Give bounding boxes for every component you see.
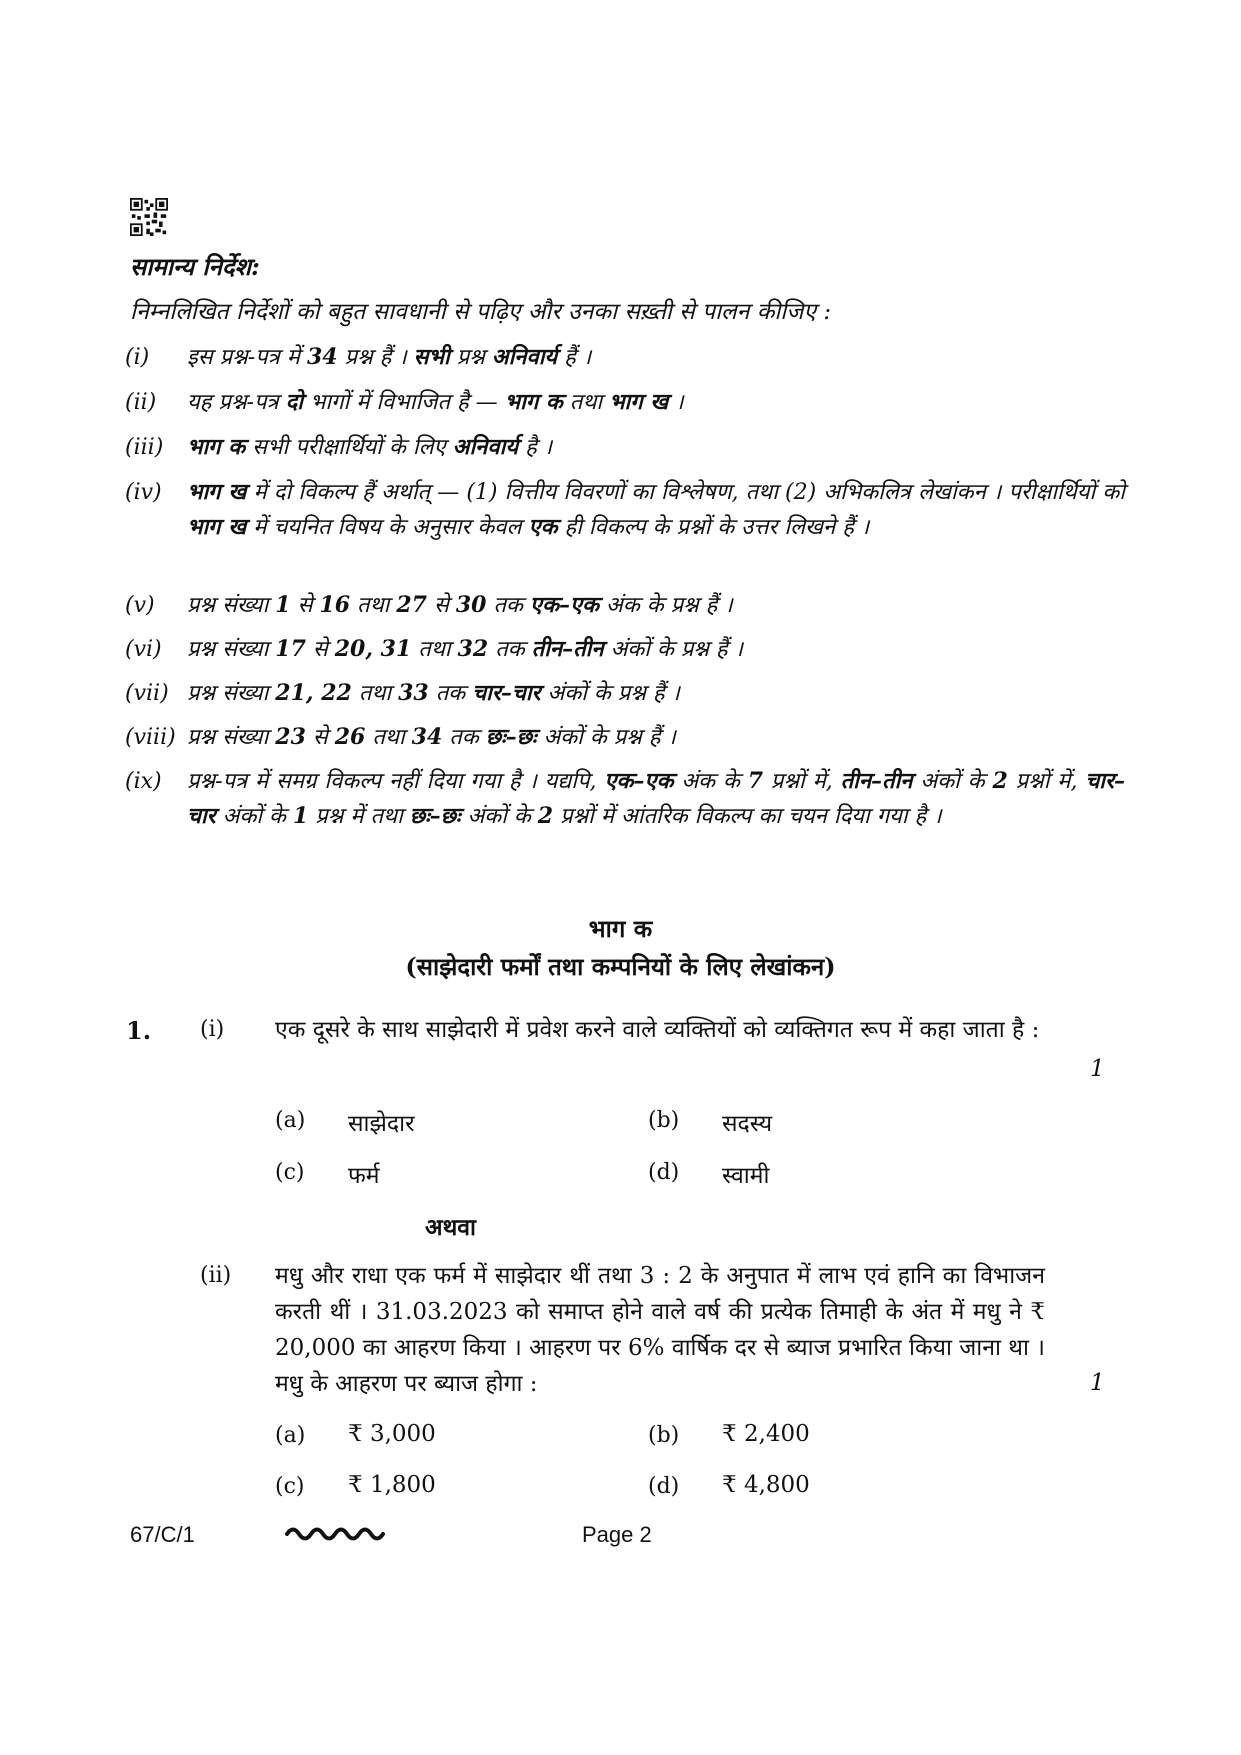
question-part-label: (ii) bbox=[200, 1263, 232, 1288]
instruction-text: भाग क सभी परीक्षार्थियों के लिए अनिवार्य है । bbox=[187, 434, 553, 460]
instruction-item bbox=[125, 340, 1125, 375]
instruction-item bbox=[125, 430, 1125, 465]
option-label: (d) bbox=[648, 1160, 680, 1185]
instruction-number: (iii) bbox=[125, 435, 164, 460]
instruction-item bbox=[125, 475, 1125, 545]
instruction-item bbox=[125, 720, 1125, 755]
question-text: एक दूसरे के साथ साझेदारी में प्रवेश करने वाले व्यक्तियों को व्यक्तिगत रूप में कहा जाता है : bbox=[275, 1017, 1040, 1043]
section-subtitle: (साझेदारी फर्मों तथा कम्पनियों के लिए लेखांकन) bbox=[405, 952, 836, 981]
option-text: फर्म bbox=[348, 1163, 380, 1189]
instruction-item bbox=[125, 676, 1125, 711]
instruction-text: प्रश्न-पत्र में समग्र विकल्प नहीं दिया गया है । यद्यपि, एक–एक अंक के 7 प्रश्नों में, तीन–तीन अंकों के 2 प्रश्नों में, चार–चार अंकों के 1 प्रश्न में तथा छः–छः अंकों के 2 प्रश्नों में आंतरिक विकल्प का चयन दिया गया है । bbox=[187, 768, 1125, 829]
option-text: ₹ 1,800 bbox=[348, 1472, 436, 1498]
instruction-item bbox=[125, 632, 1125, 667]
option-label: (c) bbox=[275, 1160, 305, 1185]
instruction-text: प्रश्न संख्या 1 से 16 तथा 27 से 30 तक एक–एक अंक के प्रश्न हैं । bbox=[187, 592, 733, 618]
section-title: भाग क bbox=[588, 914, 653, 943]
page-number: Page 2 bbox=[582, 1522, 652, 1547]
instruction-text: प्रश्न संख्या 21, 22 तथा 33 तक चार–चार अंकों के प्रश्न हैं । bbox=[187, 680, 680, 706]
instruction-number: (v) bbox=[125, 593, 155, 618]
general-instructions-intro: निम्नलिखित निर्देशों को बहुत सावधानी से पढ़िए और उनका सख़्ती से पालन कीजिए : bbox=[130, 299, 832, 325]
question-text: मधु और राधा एक फर्म में साझेदार थीं तथा 3 : 2 के अनुपात में लाभ एवं हानि का विभाजन करती थीं । 31.03.2023 को समाप्त होने वाले वर्ष की प्रत्येक तिमाही के अंत में मधु ने ₹ 20,000 का आहरण किया । आहरण पर 6% वार्षिक दर से ब्याज प्रभारित किया जाना था । मधु के आहरण पर ब्याज होगा : bbox=[275, 1263, 1045, 1397]
option-text: साझेदार bbox=[348, 1111, 415, 1137]
option-label: (b) bbox=[648, 1423, 680, 1448]
question-marks: 1 bbox=[1090, 1056, 1105, 1082]
instruction-number: (vii) bbox=[125, 681, 169, 706]
option-label: (b) bbox=[648, 1108, 680, 1133]
instruction-item bbox=[125, 588, 1125, 623]
option-label: (a) bbox=[275, 1108, 306, 1133]
instruction-item bbox=[125, 764, 1125, 834]
option-text: ₹ 4,800 bbox=[722, 1472, 810, 1498]
instruction-text: प्रश्न संख्या 17 से 20, 31 तथा 32 तक तीन–तीन अंकों के प्रश्न हैं । bbox=[187, 636, 743, 662]
instruction-number: (ii) bbox=[125, 390, 157, 415]
instruction-text: इस प्रश्न-पत्र में 34 प्रश्न हैं । सभी प्रश्न अनिवार्य हैं । bbox=[187, 344, 592, 370]
instruction-number: (vi) bbox=[125, 637, 162, 662]
instruction-number: (viii) bbox=[125, 725, 176, 750]
or-label: अथवा bbox=[425, 1214, 477, 1241]
option-text: स्वामी bbox=[722, 1163, 770, 1189]
paper-code: 67/C/1 bbox=[130, 1522, 195, 1547]
option-text: ₹ 3,000 bbox=[348, 1421, 436, 1447]
option-label: (c) bbox=[275, 1474, 305, 1499]
instruction-item bbox=[125, 385, 1125, 420]
instruction-text: भाग ख में दो विकल्प हैं अर्थात् — (1) वित्तीय विवरणों का विश्लेषण, तथा (2) अभिकलित्र लेखांकन । परीक्षार्थियों को भाग ख में चयनित विषय के अनुसार केवल एक ही विकल्प के प्रश्नों के उत्तर लिखने हैं । bbox=[187, 479, 1125, 540]
question-marks: 1 bbox=[1090, 1370, 1105, 1396]
instruction-number: (iv) bbox=[125, 480, 162, 505]
option-text: ₹ 2,400 bbox=[722, 1421, 810, 1447]
qr-code-icon bbox=[130, 198, 168, 236]
question-number: 1. bbox=[126, 1016, 152, 1045]
instruction-number: (i) bbox=[125, 345, 150, 370]
option-text: सदस्य bbox=[722, 1111, 773, 1137]
wave-divider-icon bbox=[285, 1520, 385, 1544]
option-label: (a) bbox=[275, 1423, 306, 1448]
option-label: (d) bbox=[648, 1474, 680, 1499]
general-instructions-heading: सामान्य निर्देश: bbox=[130, 252, 260, 281]
instruction-text: प्रश्न संख्या 23 से 26 तथा 34 तक छः–छः अंकों के प्रश्न हैं । bbox=[187, 724, 676, 750]
instruction-number: (ix) bbox=[125, 769, 162, 794]
question-part-label: (i) bbox=[200, 1017, 225, 1042]
instruction-text: यह प्रश्न-पत्र दो भागों में विभाजित है — भाग क तथा भाग ख । bbox=[187, 389, 684, 415]
